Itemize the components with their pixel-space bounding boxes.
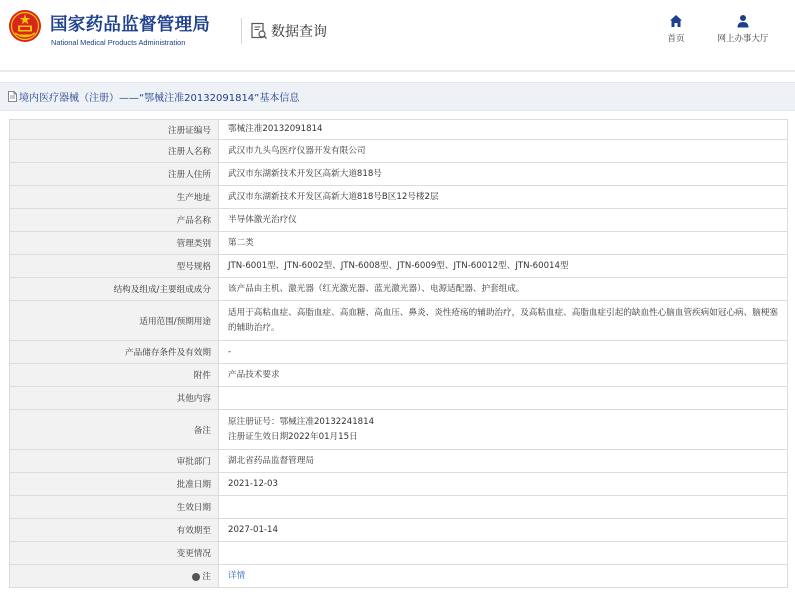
data-query-label: 数据查询 [271,24,327,40]
nav-online-service-hall[interactable] [710,14,776,44]
remark-line-2: 注册证生效日期2022年01月15日 [228,431,358,442]
row-label: 结构及组成/主要组成成分 [10,278,219,301]
row-value: 产品技术要求 [219,364,788,387]
table-row [10,186,788,209]
breadcrumb [0,82,795,111]
breadcrumb-text: 境内医疗器械（注册）——“鄂械注准20132091814”基本信息 [19,93,300,104]
table-row [10,255,788,278]
row-label: 管理类别 [10,232,219,255]
table-row [10,364,788,387]
row-label: 产品名称 [10,209,219,232]
row-label: 注 [202,572,211,582]
note-label-cell [10,565,219,588]
table-row [10,387,788,410]
national-emblem-icon [8,9,42,43]
table-row [10,301,788,341]
table-row [10,410,788,450]
header-divider [241,18,242,44]
row-label: 生产地址 [10,186,219,209]
user-icon [736,14,750,28]
row-label: 产品储存条件及有效期 [10,341,219,364]
site-header [0,0,795,66]
row-value: 湖北省药品监督管理局 [219,450,788,473]
row-label: 附件 [10,364,219,387]
table-row [10,209,788,232]
row-value [219,387,788,410]
row-value [219,410,788,450]
row-label: 备注 [10,410,219,450]
site-title-cn[interactable]: 国家药品监督管理局 [50,15,211,35]
nav-home[interactable] [662,14,690,44]
row-value: 半导体激光治疗仪 [219,209,788,232]
table-row [10,341,788,364]
row-value: 武汉市东湖新技术开发区高新大道818号B区12号楼2层 [219,186,788,209]
table-row [10,473,788,496]
table-row [10,450,788,473]
table-row [10,120,788,140]
home-icon [669,14,683,28]
nav-home-label: 首页 [667,34,685,44]
table-row [10,542,788,565]
row-label: 有效期至 [10,519,219,542]
table-row [10,565,788,588]
document-icon [7,91,18,102]
table-row [10,519,788,542]
row-value [219,542,788,565]
row-value [219,496,788,519]
row-label: 适用范围/预期用途 [10,301,219,341]
row-value: 该产品由主机、激光器（红光激光器、蓝光激光器）、电源适配器、护套组成。 [219,278,788,301]
row-value: 2027-01-14 [219,519,788,542]
row-value [219,565,788,588]
table-row [10,496,788,519]
row-label: 变更情况 [10,542,219,565]
data-query-heading [250,21,327,41]
row-label: 审批部门 [10,450,219,473]
details-link[interactable]: 详情 [228,570,246,581]
row-label: 注册证编号 [10,120,219,140]
table-row [10,140,788,163]
header-bottom-rule [0,70,795,72]
row-value: 鄂械注准20132091814 [219,120,788,140]
pin-icon [192,573,200,581]
remark-line-1: 原注册证号：鄂械注准20132241814 [228,416,375,427]
row-value: JTN-6001型、JTN-6002型、JTN-6008型、JTN-6009型、JTN-60012型、JTN-60014型 [219,255,788,278]
row-label: 注册人名称 [10,140,219,163]
row-label: 型号规格 [10,255,219,278]
table-row [10,163,788,186]
row-label: 生效日期 [10,496,219,519]
search-document-icon [250,22,268,40]
row-label: 注册人住所 [10,163,219,186]
registration-detail-table [9,119,788,588]
row-value: 2021-12-03 [219,473,788,496]
row-label: 批准日期 [10,473,219,496]
row-value: - [219,341,788,364]
row-value: 适用于高粘血症、高脂血症、高血糖、高血压、鼻炎、炎性疮疡的辅助治疗，及高粘血症、高脂血症引起的缺血性心脑血管疾病如冠心病、脑梗塞的辅助治疗。 [219,301,788,341]
site-title-en: National Medical Products Administration [51,38,186,47]
table-row [10,278,788,301]
row-value: 武汉市九头鸟医疗仪器开发有限公司 [219,140,788,163]
row-value: 第二类 [219,232,788,255]
nav-online-service-hall-label: 网上办事大厅 [717,34,769,44]
row-value: 武汉市东湖新技术开发区高新大道818号 [219,163,788,186]
table-row [10,232,788,255]
row-label: 其他内容 [10,387,219,410]
